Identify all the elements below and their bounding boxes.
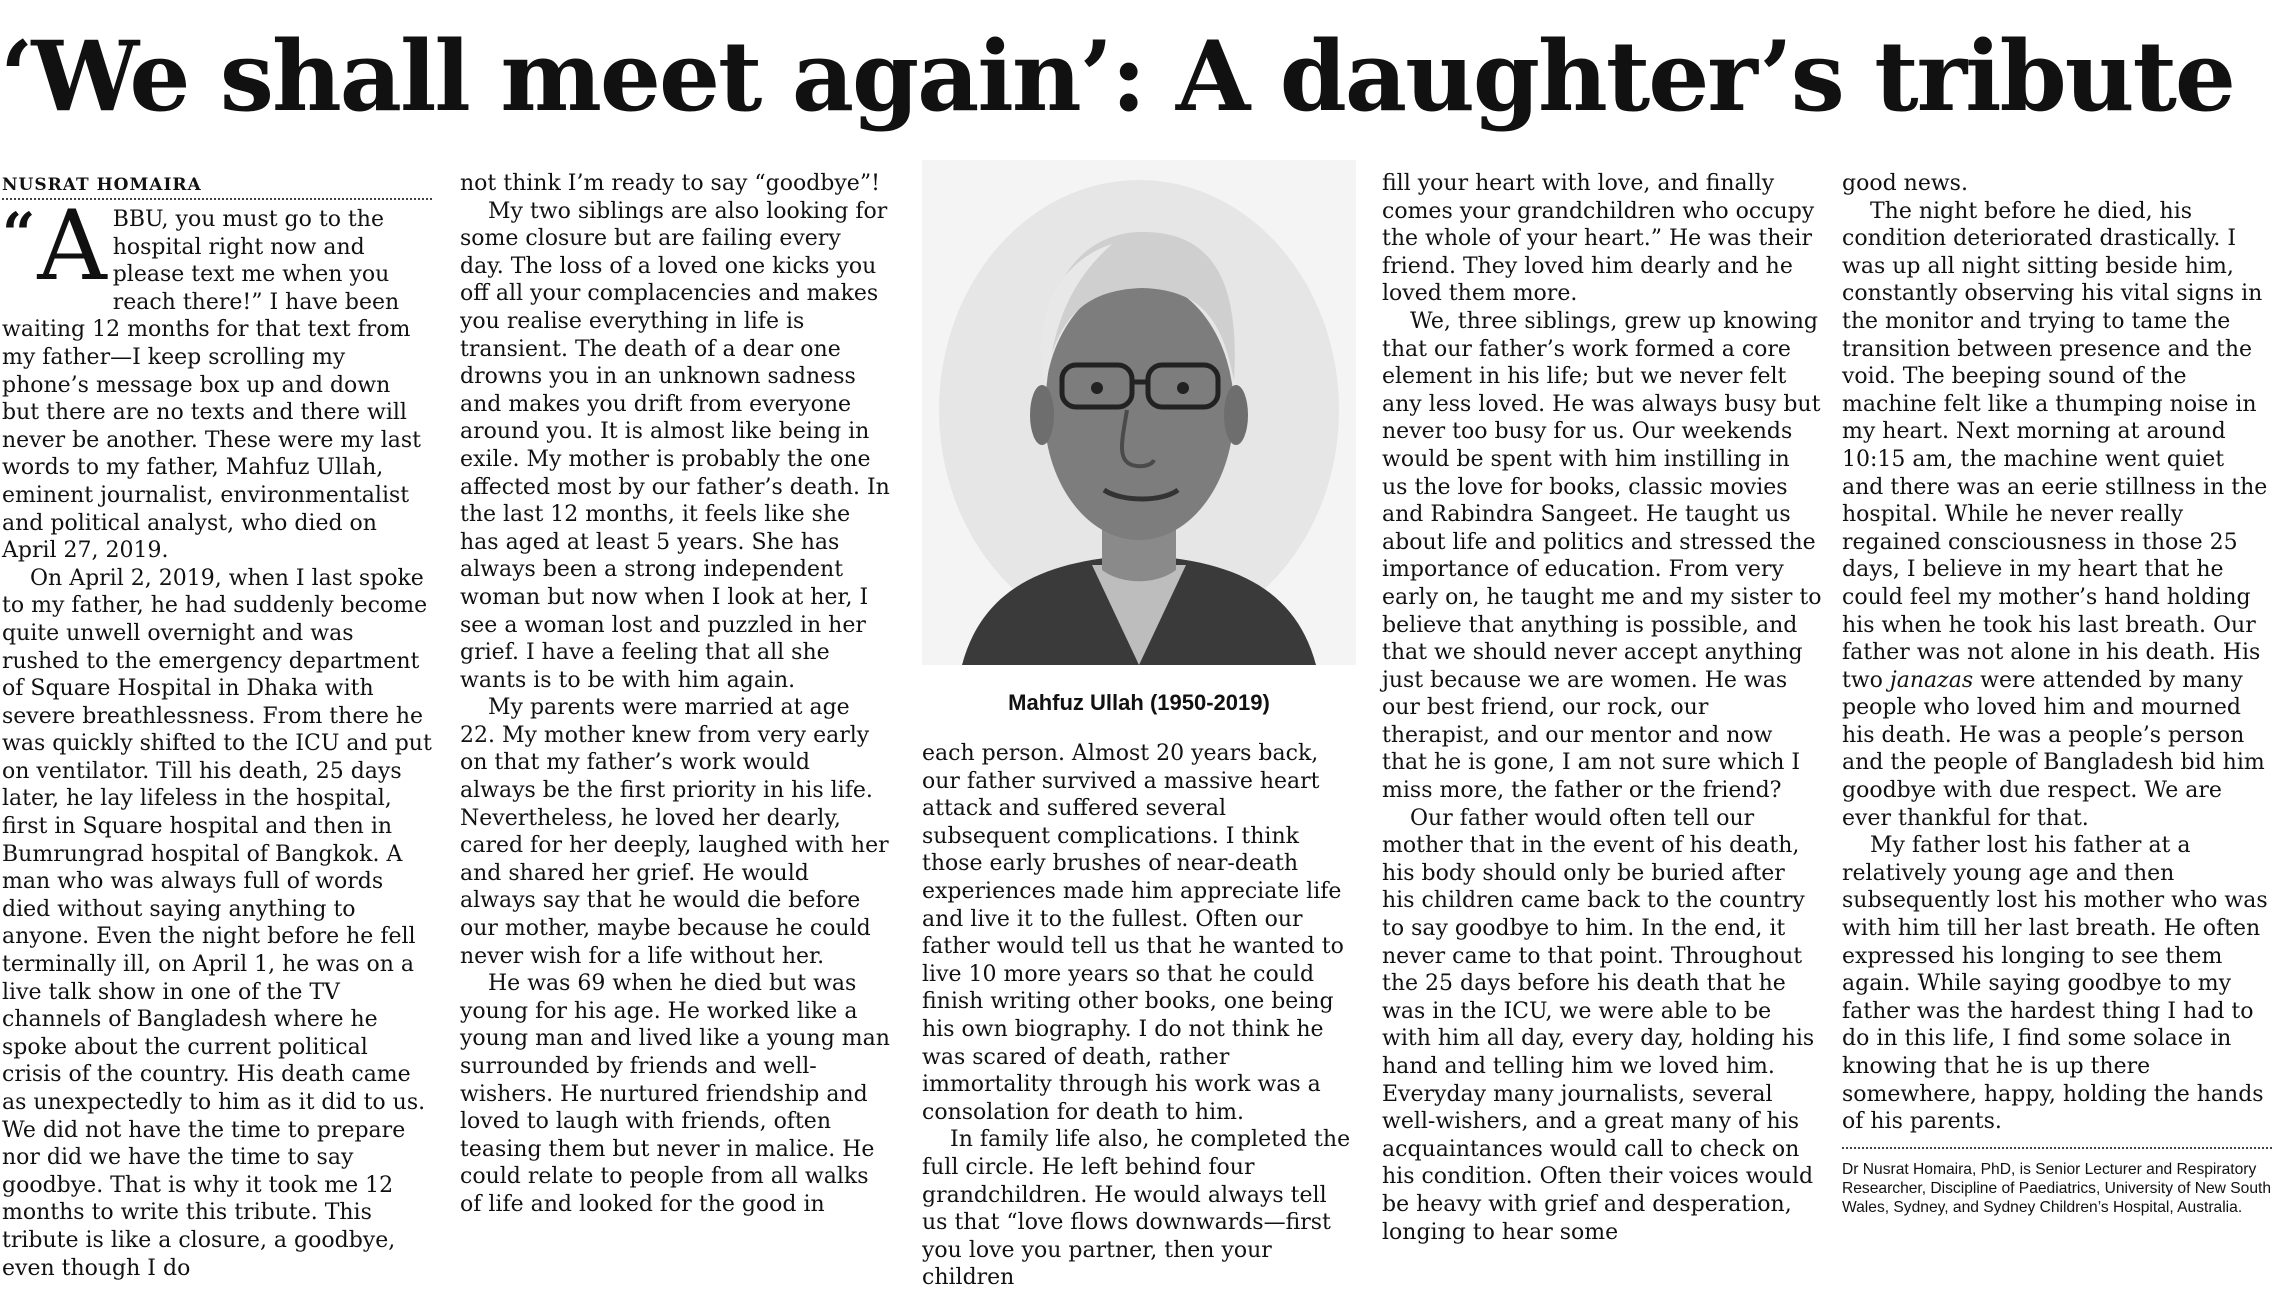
paragraph-opening bbox=[2, 190, 432, 565]
paragraph: not think I’m ready to say “goodbye”! bbox=[460, 171, 880, 196]
paragraph: Our father would often tell our mother that in the event of his death, his body should only be buried after his children came back to the country to say goodbye to him. In the end, it never came to that point. Throughout the 25 days before his death that he was in the ICU, we were able to be with him all day, every day, holding his hand and telling him we loved him. Everyday many journalists, several well-wishers, and a great many of his acquaintances would call to check on his condition. Often their voices would be heavy with grief and desperation, longing to hear some bbox=[1382, 805, 1815, 1245]
paragraph: He was 69 when he died but was young for his age. He worked like a young man and lived like a young man surrounded by friends and well-wishers. He nurtured friendship and loved to laugh with friends, often teasing them but never in malice. He could relate to people from all walks of life and looked for the good in bbox=[460, 971, 890, 1217]
paragraph: In family life also, he completed the full circle. He left behind four grandchildren. He would always tell us that “love flows downwards—first you love you partner, then your children bbox=[922, 1127, 1351, 1291]
headline: ‘We shall meet again’: A daughter’s tribute bbox=[0, 20, 2234, 133]
article-column-2 bbox=[460, 170, 890, 1259]
paragraph: each person. Almost 20 years back, our father survived a massive heart attack and suffered several subsequent complications. I think those early brushes of near-death experiences made him appreciate life and live it to the fullest. Often our father would tell us that he wanted to live 10 more years so that he could finish writing other books, one being his own biography. I do not think he was scared of death, rather immortality through his work was a consolation for death to him. bbox=[922, 741, 1344, 1125]
photo-caption: Mahfuz Ullah (1950-2019) bbox=[1008, 690, 1270, 715]
article-column-1 bbox=[2, 174, 432, 1281]
paragraph: My father lost his father at a relatively young age and then subsequently lost his mother who was with him till her last breath. He often expressed his longing to see them again. While saying goodbye to my father was the hardest thing I had to do in this life, I find some solace in knowing that he is up there somewhere, happy, holding the hands of his parents. bbox=[1842, 833, 2268, 1135]
open-quote-mark: “ bbox=[2, 200, 36, 268]
paragraph: We, three siblings, grew up knowing that our father’s work formed a core element in his life; but we never felt any less loved. He was always busy but never too busy for us. Our weekends would be spent with him instilling in us the love for books, classic movies and Rabindra Sangeet. He taught us about life and politics and stressed the importance of education. From very early on, he taught me and my sister to believe that anything is possible, and that we should never accept anything just because we are women. He was our best friend, our rock, our therapist, and our mentor and now that he is gone, I am not sure which I miss more, the father or the friend? bbox=[1382, 308, 1822, 804]
italic-term: janazas bbox=[1889, 667, 1974, 693]
paragraph-text: The night before he died, his condition deteriorated drastically. I was up all night sitting beside him, constantly observing his vital signs in the monitor and trying to tame the transition between presence and the void. The beeping sound of the machine felt like a thumping noise in my heart. Next morning at around 10:15 am, the machine went quiet and there was an eerie stillness in the hospital. While he never really regained consciousness in those 25 days, I believe in my heart that he could feel my mother’s hand holding his when he took his last breath. Our father was not alone in his death. His two bbox=[1842, 198, 2268, 693]
author-note-divider bbox=[1842, 1147, 2272, 1149]
paragraph bbox=[1842, 198, 2272, 833]
author-note: Dr Nusrat Homaira, PhD, is Senior Lecturer and Respiratory Researcher, Discipline of Paediatrics, University of New South Wales, Sydney, and Sydney Children’s Hospital, Australia. bbox=[1842, 1161, 2272, 1216]
paragraph: good news. bbox=[1842, 171, 1968, 196]
paragraph: On April 2, 2019, when I last spoke to my father, he had suddenly become quite unwell overnight and was rushed to the emergency department of Square Hospital in Dhaka with severe breathlessness. From there he was quickly shifted to the ICU and put on ventilator. Till his death, 25 days later, he lay lifeless in the hospital, first in Square hospital and then in Bumrungrad hospital of Bangkok. A man who was always full of words died without saying anything to anyone. Even the night before he fell terminally ill, on April 1, he was on a live talk show in one of the TV channels of Bangladesh where he spoke about the current political crisis of the country. His death came as unexpectedly to him as it did to us. We did not have the time to prepare nor did we have the time to say goodbye. That is why it took me 12 months to write this tribute. This tribute is like a closure, a goodbye, even though I do bbox=[2, 565, 432, 1281]
article-column-4 bbox=[1382, 170, 1822, 1259]
paragraph: My two siblings are also looking for some closure but are failing every day. The loss of a loved one kicks you off all your complacencies and makes you realise everything in life is transient. The death of a dear one drowns you in an unknown sadness and makes you drift from everyone around you. It is almost like being in exile. My mother is probably the one affected most by our father’s death. In the last 12 months, it feels like she has aged at least 5 years. She has always been a strong independent woman but now when I look at her, I see a woman lost and puzzled in her grief. I have a feeling that all she wants is to be with him again. bbox=[460, 198, 890, 693]
paragraph-text: BBU, you must go to the hospital right now and please text me when you reach there!” I have been waiting 12 months for that text from my father—I keep scrolling my phone’s message box up and down but there are no texts and there will never be another. These were my last words to my father, Mahfuz Ullah, eminent journalist, environmentalist and political analyst, who died on April 27, 2019. bbox=[2, 207, 421, 564]
portrait-image bbox=[922, 160, 1356, 665]
paragraph: My parents were married at age 22. My mother knew from very early on that my father’s work would always be the first priority in his life. Nevertheless, he loved her dearly, cared for her deeply, laughed with her and shared her grief. He would always say that he would die before our mother, maybe because he could never wish for a life without her. bbox=[460, 695, 889, 969]
article-column-5 bbox=[1842, 170, 2272, 1135]
paragraph-text: were attended by many people who loved him and mourned his death. He was a people’s person and the people of Bangladesh bid him goodbye with due respect. We are ever thankful for that. bbox=[1842, 667, 2265, 831]
portrait-photo bbox=[922, 160, 1356, 670]
article-column-3 bbox=[922, 740, 1356, 1291]
byline: NUSRAT HOMAIRA bbox=[2, 175, 202, 195]
paragraph: fill your heart with love, and finally comes your grandchildren who occupy the whole of your heart.” He was their friend. They loved him dearly and he loved them more. bbox=[1382, 171, 1815, 307]
drop-cap: A bbox=[37, 190, 107, 302]
